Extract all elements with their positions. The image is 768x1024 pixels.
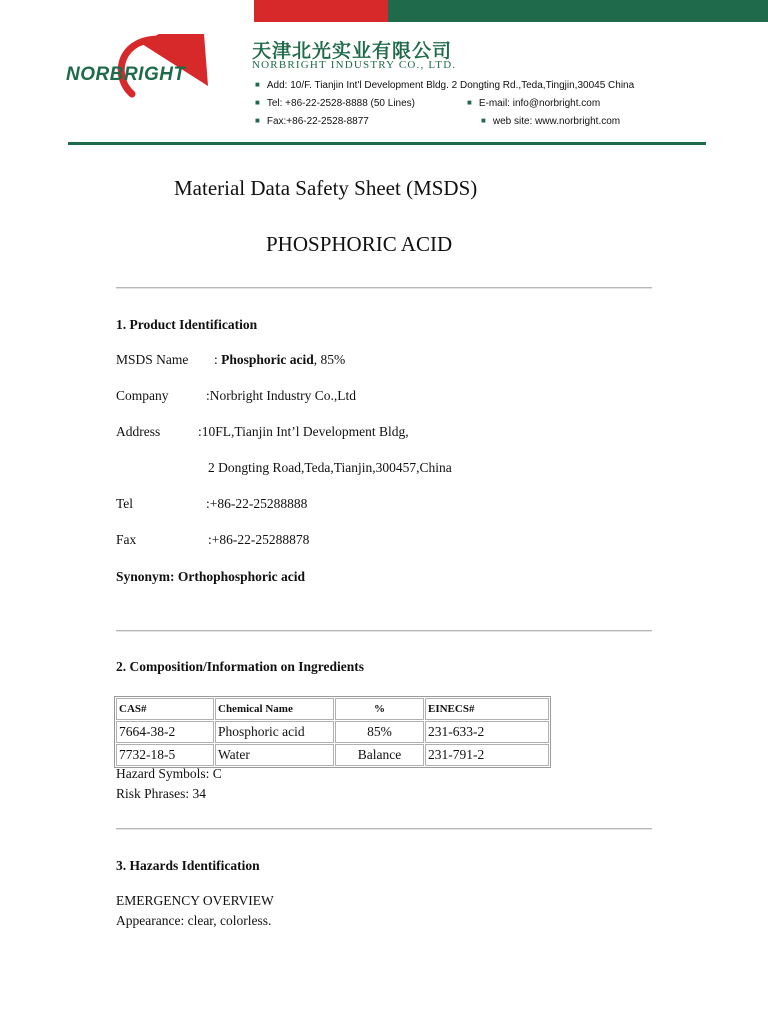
table-cell: Balance bbox=[335, 744, 424, 766]
table-cell: Water bbox=[215, 744, 334, 766]
section-2-heading: 2. Composition/Information on Ingredients bbox=[116, 659, 365, 674]
email-link[interactable]: E-mail: info@norbright.com bbox=[478, 98, 601, 109]
product-title: PHOSPHORIC ACID bbox=[266, 232, 453, 256]
contact-email bbox=[467, 98, 600, 109]
msds-name-label: MSDS Name bbox=[116, 352, 189, 367]
table-header-cell: EINECS# bbox=[425, 698, 549, 720]
table-cell: 7664-38-2 bbox=[116, 721, 214, 743]
table-cell: 231-791-2 bbox=[425, 744, 549, 766]
address-text: Add: 10/F. Tianjin Int'l Development Bldg. 2 Dongting Rd.,Teda,Tingjin,30045 China bbox=[266, 80, 635, 91]
appearance: Appearance: clear, colorless. bbox=[116, 913, 272, 928]
section-divider bbox=[116, 828, 652, 830]
bullet-icon: ■ bbox=[481, 116, 486, 125]
bullet-icon: ■ bbox=[255, 98, 260, 107]
table-cell: Phosphoric acid bbox=[215, 721, 334, 743]
section-divider bbox=[116, 630, 652, 632]
table-row bbox=[116, 744, 549, 766]
section-divider bbox=[116, 287, 652, 289]
table-cell: 231-633-2 bbox=[425, 721, 549, 743]
table-header-cell: CAS# bbox=[116, 698, 214, 720]
contact-tel bbox=[255, 98, 415, 109]
section-1-heading: 1. Product Identification bbox=[116, 317, 258, 332]
msds-name-bold: Phosphoric acid bbox=[221, 352, 314, 367]
address-line-2: 2 Dongting Road,Teda,Tianjin,300457,China bbox=[208, 460, 452, 475]
section-3-heading: 3. Hazards Identification bbox=[116, 858, 260, 873]
table-header-row bbox=[116, 698, 549, 720]
address-label: Address bbox=[116, 424, 161, 439]
contact-address bbox=[255, 80, 634, 91]
msds-name-separator: : bbox=[214, 352, 222, 367]
risk-phrases: Risk Phrases: 34 bbox=[116, 786, 207, 801]
bullet-icon: ■ bbox=[255, 116, 260, 125]
bullet-icon: ■ bbox=[467, 98, 472, 107]
contact-fax bbox=[255, 116, 369, 127]
company-value: :Norbright Industry Co.,Ltd bbox=[206, 388, 356, 403]
table-header-cell: Chemical Name bbox=[215, 698, 334, 720]
emergency-overview: EMERGENCY OVERVIEW bbox=[116, 893, 274, 908]
company-label: Company bbox=[116, 388, 169, 403]
header-divider bbox=[68, 142, 706, 145]
table-cell: 7732-18-5 bbox=[116, 744, 214, 766]
composition-table bbox=[114, 696, 551, 768]
table-row bbox=[116, 721, 549, 743]
address-line-1: :10FL,Tianjin Int’l Development Bldg, bbox=[198, 424, 409, 439]
logo-text: NORBRIGHT bbox=[66, 64, 186, 85]
tel-label: Tel bbox=[116, 496, 134, 511]
msds-name-rest: , 85% bbox=[313, 352, 346, 367]
company-name-chinese: 天津北光实业有限公司 bbox=[252, 40, 453, 62]
website-link[interactable]: web site: www.norbright.com bbox=[492, 116, 621, 127]
tel-value: :+86-22-25288888 bbox=[206, 496, 308, 511]
header-band-red bbox=[254, 0, 388, 22]
fax-text: Fax:+86-22-2528-8877 bbox=[266, 116, 369, 127]
company-name-english: NORBRIGHT INDUSTRY CO., LTD. bbox=[252, 59, 457, 71]
table-header-cell: % bbox=[335, 698, 424, 720]
tel-text: Tel: +86-22-2528-8888 (50 Lines) bbox=[266, 98, 415, 109]
company-logo bbox=[66, 34, 226, 104]
header-band-green bbox=[388, 0, 768, 22]
table-cell: 85% bbox=[335, 721, 424, 743]
synonym: Synonym: Orthophosphoric acid bbox=[116, 569, 306, 584]
bullet-icon: ■ bbox=[255, 80, 260, 89]
msds-name-row bbox=[116, 352, 188, 368]
fax-label: Fax bbox=[116, 532, 137, 547]
hazard-symbols: Hazard Symbols: C bbox=[116, 766, 222, 781]
msds-name-value bbox=[214, 352, 345, 368]
document-title: Material Data Safety Sheet (MSDS) bbox=[174, 176, 478, 200]
contact-website bbox=[481, 116, 620, 127]
fax-value: :+86-22-25288878 bbox=[208, 532, 310, 547]
